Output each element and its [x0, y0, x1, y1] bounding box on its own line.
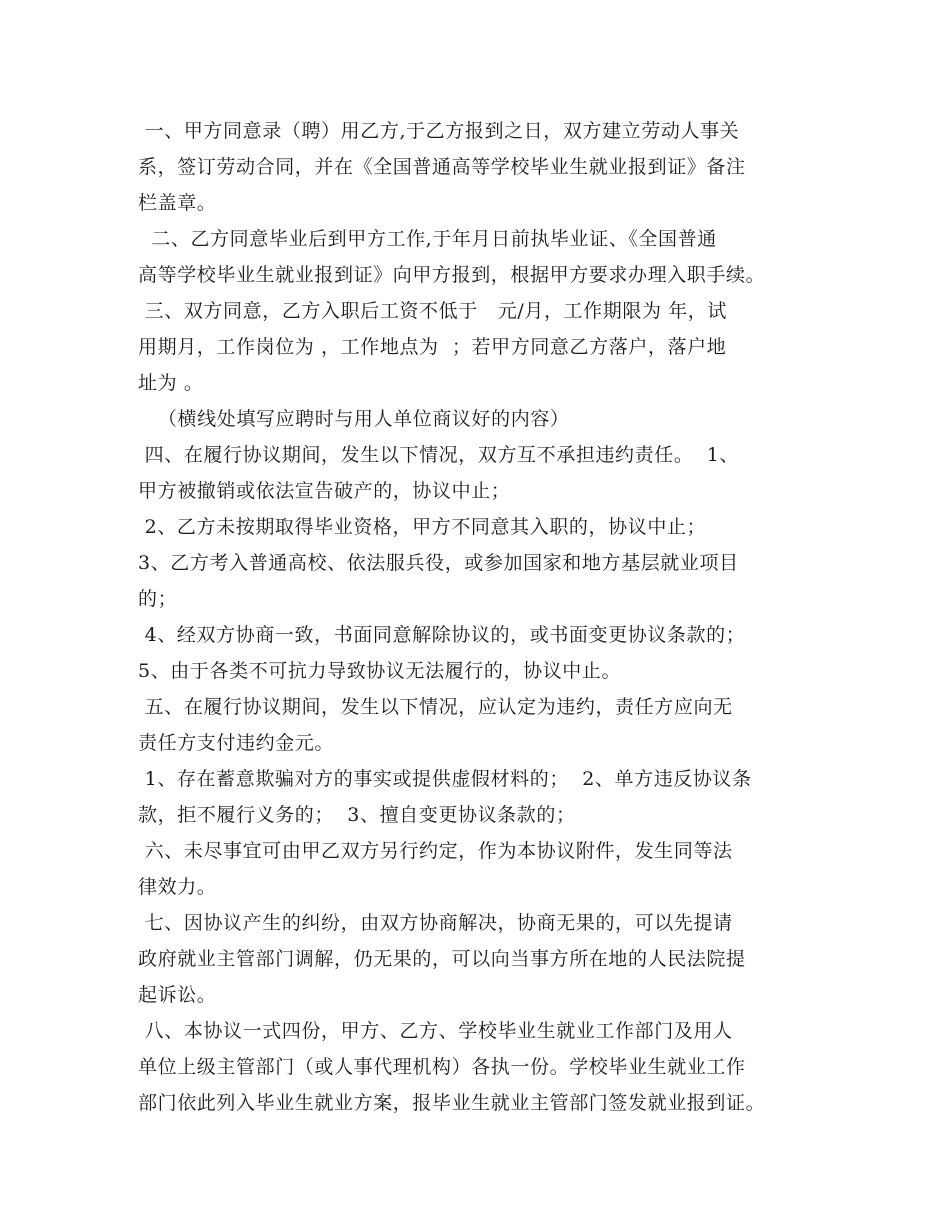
text-line: 政府就业主管部门调解，仍无果的，可以向当事方所在地的人民法院提: [138, 948, 746, 970]
text-line: 甲方被撤销或依法宣告破产的，协议中止；: [138, 480, 511, 502]
text-line: 2、乙方未按期取得毕业资格，甲方不同意其入职的，协议中止；: [138, 516, 707, 538]
text-line: 址为 。: [138, 372, 204, 394]
text-line: 4、经双方协商一致，书面同意解除协议的，或书面变更协议条款的；: [138, 624, 746, 646]
text-line: 用期月，工作岗位为 ，工作地点为 ；若甲方同意乙方落户，落户地: [138, 336, 727, 358]
text-line: 六、未尽事宜可由甲乙双方另行约定，作为本协议附件，发生同等法: [138, 840, 733, 862]
text-line: 律效力。: [138, 876, 217, 898]
text-line: 系，签订劳动合同，并在《全国普通高等学校毕业生就业报到证》备注: [138, 156, 746, 178]
text-line: 责任方支付违约金元。: [138, 732, 335, 754]
text-line: 1、存在蓄意欺骗对方的事实或提供虚假材料的； 2、单方违反协议条: [138, 768, 752, 790]
text-line: 二、乙方同意毕业后到甲方工作,于年月日前执毕业证、《全国普通: [138, 228, 717, 250]
text-line: 四、在履行协议期间，发生以下情况，双方互不承担违约责任。 1、: [138, 444, 740, 466]
text-line: 一、甲方同意录（聘）用乙方,于乙方报到之日，双方建立劳动人事关: [138, 120, 740, 142]
agreement-body: [138, 113, 828, 1121]
text-line: 三、双方同意，乙方入职后工资不低于 元/月，工作期限为 年，试: [138, 300, 728, 322]
text-line: 单位上级主管部门（或人事代理机构）各执一份。学校毕业生就业工作: [138, 1056, 746, 1078]
text-line: 部门依此列入毕业生就业方案，报毕业生就业主管部门签发就业报到证。: [138, 1092, 766, 1114]
text-line: 款，拒不履行义务的； 3、擅自变更协议条款的；: [138, 804, 576, 826]
text-line: （横线处填写应聘时与用人单位商议好的内容）: [138, 408, 570, 430]
text-line: 栏盖章。: [138, 192, 217, 214]
text-line: 五、在履行协议期间，发生以下情况，应认定为违约，责任方应向无: [138, 696, 733, 718]
text-line: 起诉讼。: [138, 984, 217, 1006]
text-line: 3、乙方考入普通高校、依法服兵役，或参加国家和地方基层就业项目: [138, 552, 739, 574]
text-line: 的；: [138, 588, 178, 610]
text-line: 5、由于各类不可抗力导致协议无法履行的，协议中止。: [138, 660, 622, 682]
text-line: 七、因协议产生的纠纷，由双方协商解决，协商无果的，可以先提请: [138, 912, 733, 934]
text-line: 高等学校毕业生就业报到证》向甲方报到，根据甲方要求办理入职手续。: [138, 264, 766, 286]
text-line: 八、本协议一式四份，甲方、乙方、学校毕业生就业工作部门及用人: [138, 1020, 733, 1042]
